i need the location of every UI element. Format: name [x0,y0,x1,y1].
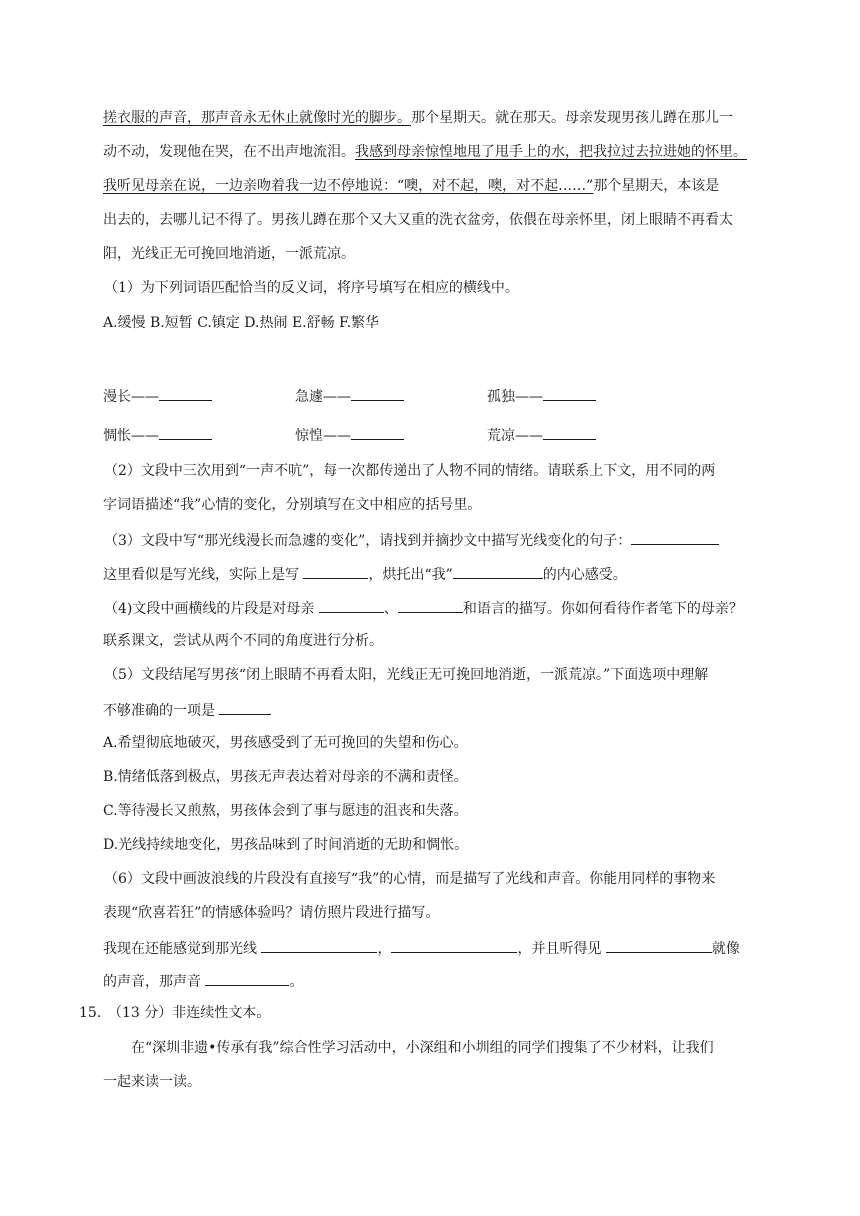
q1-stem: （1）为下列词语匹配恰当的反义词，将序号填写在相应的横线中。 [104,280,519,296]
passage-line-2: 动不动，发现他在哭，在不出声地流泪。我感到母亲惊惶地甩了甩手上的水，把我拉过去拉进她的怀里。 [103,144,747,160]
q15-heading: （13 分）非连续性文本。 [108,1005,271,1021]
q5-option-d: D.光线持续地变化，男孩品味到了时间消逝的无助和惆怅。 [103,837,469,853]
q1-item: 漫长—— [103,385,212,407]
q5-option-a: A.希望彻底地破灭，男孩感受到了无可挽回的失望和伤心。 [103,735,468,751]
passage-line-1: 搓衣服的声音，那声音永无休止就像时光的脚步。那个星期天。就在那天。母亲发现男孩儿蹲在那儿一 [103,110,733,126]
answer-blank[interactable] [351,424,404,440]
q1-item: 惊惶—— [295,424,404,446]
answer-blank[interactable] [631,529,719,545]
q5-line-2: 不够准确的一项是 [103,699,271,719]
answer-blank[interactable] [351,385,404,401]
q5-option-c: C.等待漫长又煎熬，男孩体会到了事与愿违的沮丧和失落。 [103,803,468,819]
q6-line-4: 的声音，那声音 。 [103,970,303,990]
q5-option-b: B.情绪低落到极点，男孩无声表达着对母亲的不满和责怪。 [103,769,468,785]
q3-line-2: 这里看似是写光线，实际上是写 ，烘托出“我” 的内心感受。 [103,563,627,583]
underlined-text: 我听见母亲在说，一边亲吻着我一边不停地说：“噢，对不起，噢，对不起……” [103,178,594,194]
passage-line-4: 出去的，去哪儿记不得了。男孩儿蹲在那个又大又重的洗衣盆旁，依偎在母亲怀里，闭上眼睛不再看太 [103,212,733,228]
q15-intro-line-1: 在“深圳非遗•传承有我”综合性学习活动中，小深组和小圳组的同学们搜集了不少材料，让我们 [131,1040,714,1056]
answer-blank[interactable] [219,699,271,715]
q4-line-1: （4)文段中画横线的片段是对母亲 、 和语言的描写。你如何看待作者笔下的母亲？ [104,597,743,617]
answer-blank[interactable] [606,937,712,953]
answer-blank[interactable] [398,597,463,613]
answer-blank[interactable] [261,937,377,953]
q4-line-2: 联系课文，尝试从两个不同的角度进行分析。 [103,633,383,649]
q1-item: 惆怅—— [103,424,212,446]
q3-line-1: （3）文段中写“那光线漫长而急遽的变化”，请找到并摘抄文中描写光线变化的句子： [104,529,719,549]
q6-line-1: （6）文段中画波浪线的片段没有直接写“我”的心情，而是描写了光线和声音。你能用同样的事物来 [104,871,716,887]
underlined-text: 我感到母亲惊惶地甩了甩手上的水，把我拉过去拉进她的怀里。 [355,144,747,160]
q1-item: 荒凉—— [487,424,596,446]
q1-options: A.缓慢 B.短暂 C.镇定 D.热闹 E.舒畅 F.繁华 [103,315,380,331]
q6-line-2: 表现“欣喜若狂”的情感体验吗？请仿照片段进行描写。 [103,905,440,921]
answer-blank[interactable] [543,424,596,440]
q2-line-2: 字词语描述“我”心情的变化，分别填写在文中相应的括号里。 [103,497,482,513]
answer-blank[interactable] [391,937,517,953]
q1-item: 急遽—— [295,385,404,407]
answer-blank[interactable] [543,385,596,401]
answer-blank[interactable] [319,597,384,613]
q2-line-1: （2）文段中三次用到“一声不吭”，每一次都传递出了人物不同的情绪。请联系上下文，用不同的两 [104,463,716,479]
answer-blank[interactable] [159,385,212,401]
answer-blank[interactable] [159,424,212,440]
passage-line-5: 阳，光线正无可挽回地消逝，一派荒凉。 [103,246,355,262]
underlined-text: 搓衣服的声音，那声音永无休止就像时光的脚步。 [103,110,411,126]
q1-item: 孤独—— [487,385,596,407]
answer-blank[interactable] [205,970,289,986]
question-number: 15. [79,1005,102,1021]
q6-line-3: 我现在还能感觉到那光线 ， ，并且听得见 就像 [103,937,740,957]
q5-line-1: （5）文段结尾写男孩“闭上眼睛不再看太阳，光线正无可挽回地消逝，一派荒凉。”下面选项中理解 [104,667,709,683]
passage-line-3: 我听见母亲在说，一边亲吻着我一边不停地说：“噢，对不起，噢，对不起……”那个星期天，本该是 [103,178,720,194]
answer-blank[interactable] [303,563,368,579]
answer-blank[interactable] [453,563,543,579]
q15-intro-line-2: 一起来读一读。 [103,1074,201,1090]
